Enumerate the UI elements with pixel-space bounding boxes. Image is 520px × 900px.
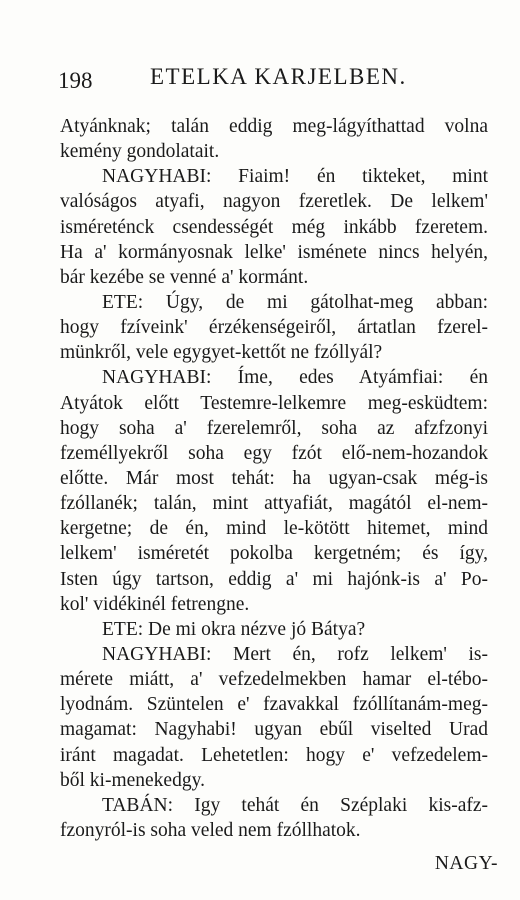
text-line: kemény gondolatait. [60,141,220,163]
page-header [58,60,498,100]
text-line: hogy soha a' fzerelemről, soha az afzfzonyi [60,417,488,439]
text-line: ből ki-menekedgy. [60,769,205,791]
text-line: valóságos atyafi, nagyon fzeretlek. De lelkem' [60,191,488,213]
text-line: Atyátok előtt Testemre-lelkemre meg-esküdtem: [60,392,488,414]
text-line: kol' vidékinél fetrengne. [60,593,250,615]
text-line: münkről, vele egygyet-kettőt ne fzóllyál? [60,342,383,364]
text-line: lyodnám. Szüntelen e' fzavakkal fzóllítanám-meg- [60,694,488,716]
speech-line: NAGYHABI: Mert én, rofz lelkem' is- [102,643,488,665]
text-line: fzóllanék; talán, mint attyafiát, magától el-nem- [60,493,488,515]
text-line: Ha a' kormányosnak lelke' isménete nincs helyén, [60,241,488,263]
text-line: hogy fzíveink' érzékenségeiről, ártatlan fzerel- [60,317,488,339]
speech-line: NAGYHABI: Fiaim! én tikteket, mint [102,166,488,188]
speech-line: TABÁN: Igy tehát én Széplaki kis-afz- [102,794,488,816]
text-line: előtte. Már most tehát: ha ugyan-csak még-is [60,467,488,489]
text-line: iránt magadat. Lehetetlen: hogy e' vefzedelem- [60,744,488,766]
running-title: ETELKA KARJELBEN. [150,64,407,89]
text-line: Isten úgy tartson, eddig a' mi hajónk-is a' Po- [60,568,488,590]
speech-line: NAGYHABI: Íme, edes Atyámfiai: én [102,367,488,389]
text-line: bár kezébe se venné a' kormánt. [60,266,309,288]
text-line: isméreténck csendességét még inkább fzeretem. [60,216,488,238]
page-number: 198 [58,68,93,93]
text-line: magamat: Nagyhabi! ugyan ebűl viselted Urad [60,719,488,741]
text-line: fzeméllyekről soha egy fzót elő-nem-hozandok [60,442,488,464]
text-line: Atyánknak; talán eddig meg-lágyíthattad volna [60,116,488,137]
text-line: lelkem' isméretét pokolba kergetném; és így, [60,543,488,565]
speech-line: ETE: De mi okra nézve jó Bátya? [102,618,366,640]
text-line: kergetne; de én, mind le-kötött hitemet, mind [60,518,488,540]
text-line: mérete miátt, a' vefzedelmekben hamar el-tébo- [60,669,488,691]
text-line: fzonyról-is soha veled nem fzóllhatok. [60,819,361,841]
speech-line: ETE: Úgy, de mi gátolhat-meg abban: [102,291,488,313]
catchword: NAGY- [434,853,498,874]
page-body-text [60,114,488,843]
